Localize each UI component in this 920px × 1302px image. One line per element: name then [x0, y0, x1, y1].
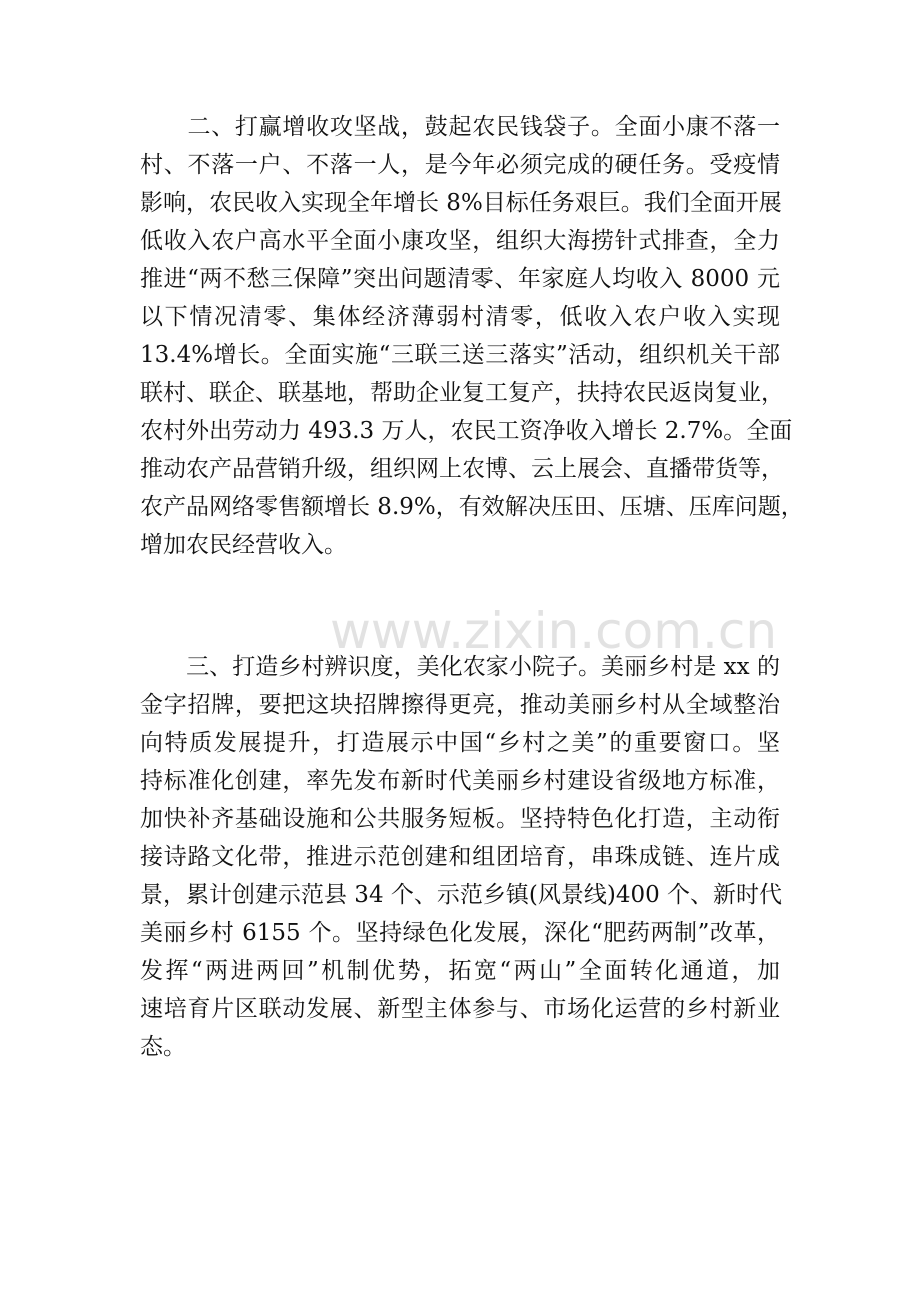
paragraph-rural-identity	[140, 648, 783, 1066]
text-line: 村、不落一户、不落一人，是今年必须完成的硬任务。受疫情	[140, 152, 780, 178]
watermark: www.zixin.com.cn	[330, 602, 778, 660]
text-line: 接诗路文化带，推进示范创建和组团培育，串珠成链、连片成	[140, 844, 780, 870]
text-line: 以下情况清零、集体经济薄弱村清零，低收入农户收入实现	[140, 304, 780, 330]
text-line: 影响，农民收入实现全年增长 8%目标任务艰巨。我们全面开展	[140, 190, 782, 216]
text-line: 三、打造乡村辨识度，美化农家小院子。美丽乡村是 xx 的	[140, 654, 780, 680]
text-line: 发挥“两进两回”机制优势，拓宽“两山”全面转化通道，加	[140, 958, 780, 984]
text-line: 美丽乡村 6155 个。坚持绿色化发展，深化“肥药两制”改革，	[140, 920, 780, 946]
text-line: 推动农产品营销升级，组织网上农博、云上展会、直播带货等，	[140, 456, 784, 482]
text-line: 金字招牌，要把这块招牌擦得更亮，推动美丽乡村从全域整治	[140, 692, 780, 718]
text-line: 持标准化创建，率先发布新时代美丽乡村建设省级地方标准，	[140, 768, 780, 794]
text-line: 推进“两不愁三保障”突出问题清零、年家庭人均收入 8000 元	[140, 266, 780, 292]
text-line: 向特质发展提升，打造展示中国“乡村之美”的重要窗口。坚	[140, 730, 780, 756]
text-line: 二、打赢增收攻坚战，鼓起农民钱袋子。全面小康不落一	[140, 114, 780, 140]
text-line: 农村外出劳动力 493.3 万人，农民工资净收入增长 2.7%。全面	[140, 418, 793, 444]
paragraph-increase-income	[140, 108, 804, 564]
text-line: 加快补齐基础设施和公共服务短板。坚持特色化打造，主动衔	[140, 806, 780, 832]
text-line: 速培育片区联动发展、新型主体参与、市场化运营的乡村新业	[140, 996, 780, 1022]
text-line: 景，累计创建示范县 34 个、示范乡镇(风景线)400 个、新时代	[140, 882, 783, 908]
text-line: 13.4%增长。全面实施“三联三送三落实”活动，组织机关干部	[140, 342, 780, 368]
text-line: 态。	[140, 1034, 186, 1060]
text-line: 增加农民经营收入。	[140, 532, 347, 558]
text-line: 低收入农户高水平全面小康攻坚，组织大海捞针式排查，全力	[140, 228, 780, 254]
text-line: 联村、联企、联基地，帮助企业复工复产，扶持农民返岗复业，	[140, 380, 784, 406]
text-line: 农产品网络零售额增长 8.9%，有效解决压田、压塘、压库问题，	[140, 494, 804, 520]
